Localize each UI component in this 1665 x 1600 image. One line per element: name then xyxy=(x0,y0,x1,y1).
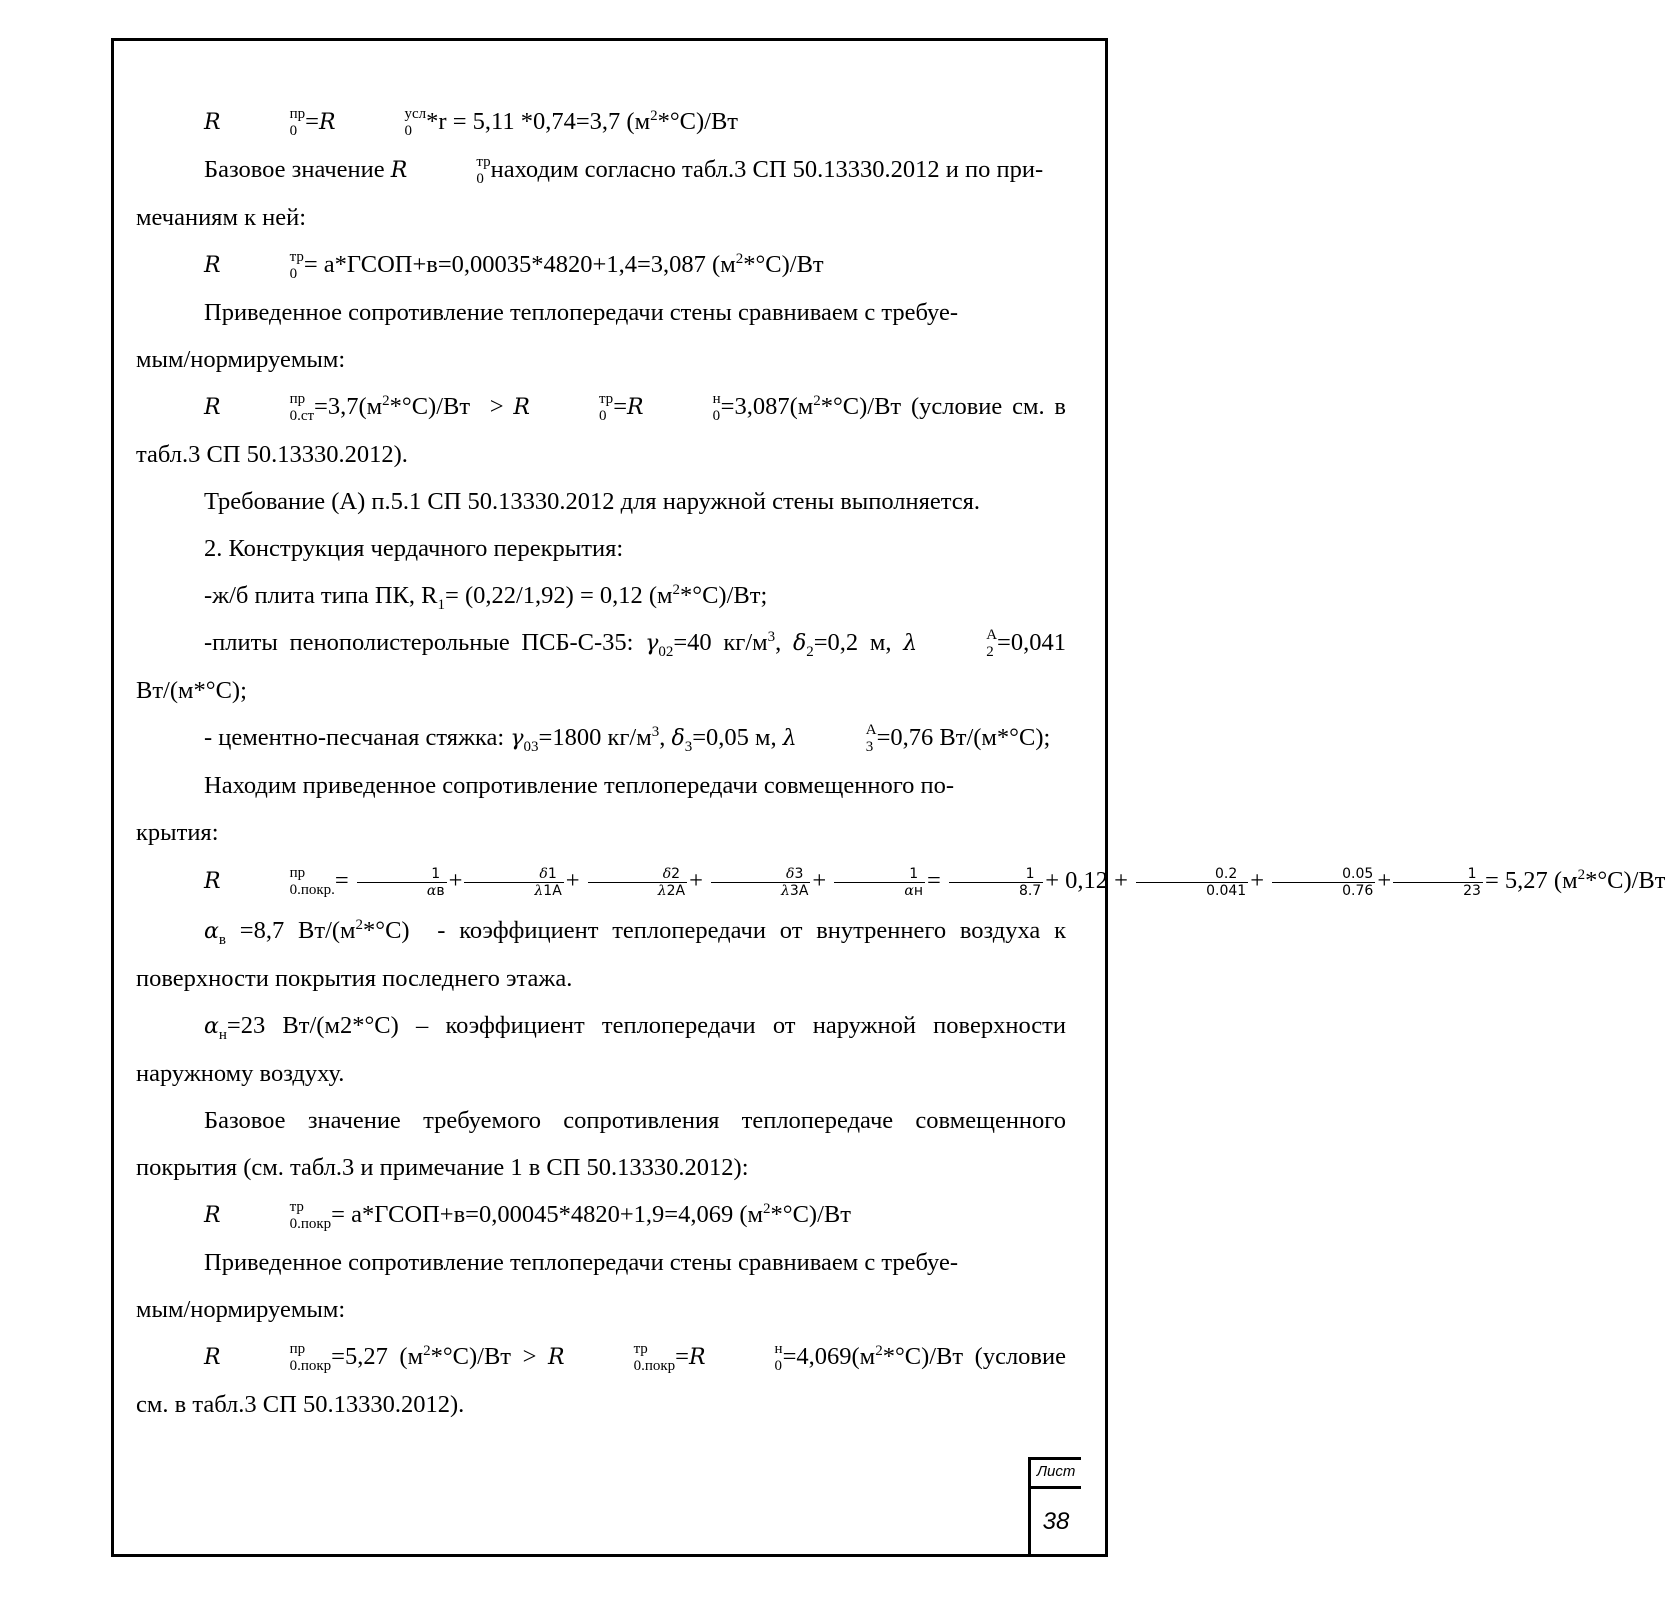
heading-attic-floor: 2. Конструкция чердачного перекрытия: xyxy=(204,535,624,562)
sheet-label: Лист xyxy=(1031,1460,1081,1489)
layer-slab: -ж/б плита типа ПК, $R_1= (0,22/1,92) = 0,12$ $(м^2*^\circ С)/Вт$; xyxy=(204,581,768,613)
sheet-stamp xyxy=(1028,1457,1081,1557)
paragraph-base-value: Базовое значение R тр 0 находим согласно табл.3 СП 50.13330.2012 и по при- мечаниям к ней: xyxy=(136,154,1044,231)
layer-foam: -плиты пенополистерольные ПСБ-С-35: $\gamma_{02}=40$ $кг/м^3$, $\delta_2=0,2$ м, λ А 2 =0,041 Вт/(м*°С); xyxy=(136,627,1066,704)
paragraph-alpha-n: $\alpha_н=23$ Вт/(м2*°С) – коэффициент теплопередачи от наружной поверхности наружному воздуху. xyxy=(136,1012,1066,1087)
paragraph-base-roof: Базовое значение требуемого сопротивления теплопередаче совмещенного покрытия (см. табл.3 и примечание 1 в СП 50.13330.2012): xyxy=(136,1107,1066,1181)
formula-r0-pr: R пр 0 =R усл 0 *r = 5,11 *0,74=3,7 $(м^2*^\circ С)/Вт$ xyxy=(204,106,738,140)
paragraph-alpha-v: $\alpha_в =8,7$ $Вт/(м^2*^\circ С)$ - коэффициент теплопередачи от внутреннего воздуха к поверхности покрытия последнего этажа. xyxy=(136,916,1066,992)
paragraph-find-resistance: Находим приведенное сопротивление теплопередачи совмещенного по- крытия: xyxy=(136,772,955,846)
paragraph-compare-wall: Приведенное сопротивление теплопередачи стены сравниваем с требуе- мым/нормируемым: xyxy=(136,299,958,373)
document-body xyxy=(136,98,1665,1428)
formula-r0-tr: R тр 0 = а*ГСОП+в=0,00035*4820+1,4=3,087 $(м^2*^\circ С)/Вт$ xyxy=(204,249,824,283)
formula-roof-condition: R пр 0.покр =5,27 $(м^2*^\circ С)/Вт > R$ тр 0.покр =R н 0 $=4,069(м^2*^\circ С)/Вт$ (условие см. в табл.3 СП 50.13330.2012). xyxy=(136,1341,1066,1418)
paragraph-requirement-met: Требование (А) п.5.1 СП 50.13330.2012 для наружной стены выполняется. xyxy=(204,488,981,515)
sheet-number: 38 xyxy=(1042,1508,1070,1535)
formula-wall-condition: R пр 0.ст $=3,7(м^2*^\circ С)/Вт > R$ тр 0 =R н 0 $=3,087(м^2*^\circ С)/Вт$ (условие см. в табл.3 СП 50.13330.2012). xyxy=(136,391,1066,468)
formula-roof-tr: R тр 0.покр = а*ГСОП+в=0,00045*4820+1,9=4,069 $(м^2*^\circ С)/Вт$ xyxy=(204,1199,851,1233)
paragraph-compare-roof: Приведенное сопротивление теплопередачи стены сравниваем с требуе- мым/нормируемым: xyxy=(136,1249,958,1323)
layer-screed: - цементно-песчаная стяжка: $\gamma_{03}=1800$ $кг/м^3$, $\delta_3=0,05$ м, λ А 3 =0,76 Вт/(м*°С); xyxy=(204,722,1051,756)
formula-roof-resistance: R пр 0.покр. = $\frac{1}{\alpha в}$ + $\frac{\delta 1}{\lambda 1А}$ + $\frac{\delta 2}{\lambda 2А}$ + $\frac{\delta 3}{\lambda 3А}$ + $\frac{1}{\alpha н}$ = $\frac{1}{8.7}$ + 0,12 + $\frac{0.2}{0.041}$ + $\frac{0.05}{0.76}$ + $\frac{1}{23}$ = 5,27 $(м^2*^\circ С)/Вт$ xyxy=(204,865,1665,899)
